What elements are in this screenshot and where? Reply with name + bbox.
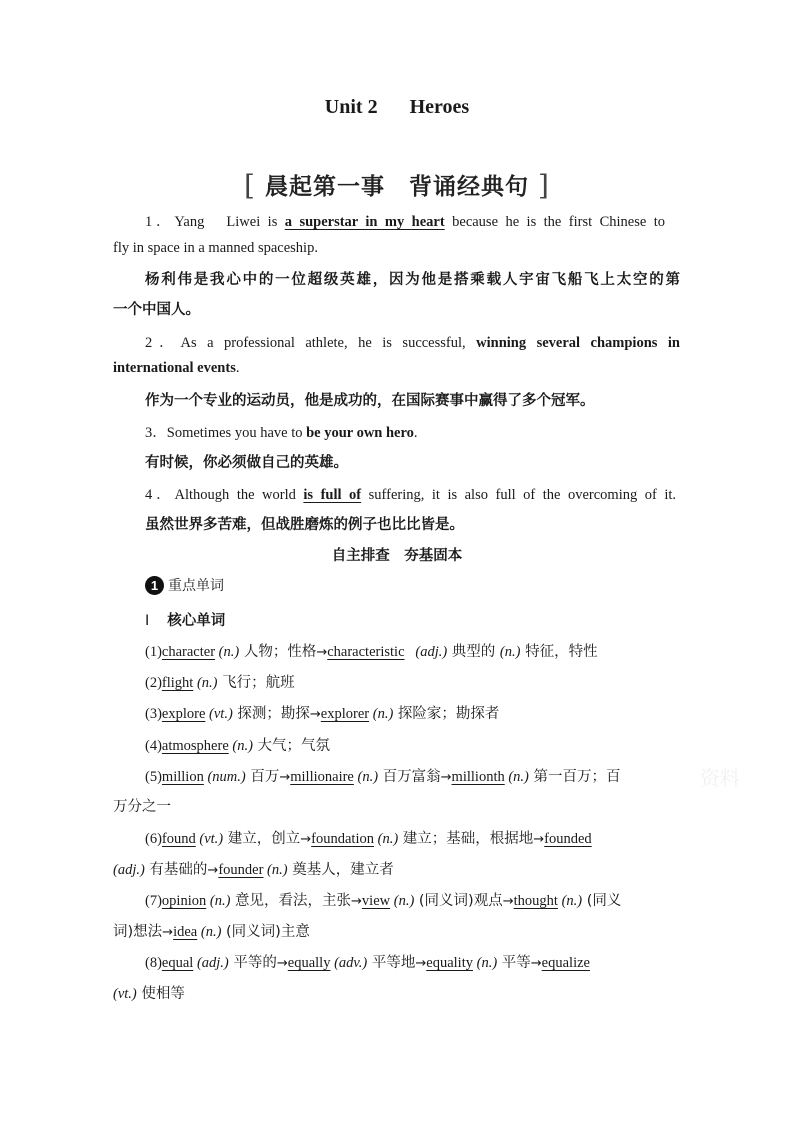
answer-word: million — [161, 769, 204, 785]
answer-word: equal — [161, 955, 194, 971]
text-span: 建立；基础，根据地 — [398, 831, 534, 847]
text-span: (5) — [145, 769, 162, 785]
text-span: 探测；勘探 — [232, 706, 310, 722]
answer-word: explorer — [320, 706, 370, 722]
text-span: 词)想法 — [113, 924, 163, 940]
text-span: (n.) — [377, 831, 399, 847]
sentence-1-number: 1． — [145, 214, 175, 230]
page-title — [0, 96, 794, 119]
roman-numeral: Ⅰ — [145, 613, 150, 629]
unit-label: Unit 2 — [324, 96, 378, 118]
text-span: 人物；性格 — [239, 644, 317, 660]
text-span: (6) — [145, 831, 162, 847]
core-words-header — [145, 609, 225, 630]
sentence-3-number: 3． — [145, 425, 167, 441]
arrow-icon: → — [351, 894, 362, 909]
vocab-item-5 — [145, 765, 621, 786]
watermark: 资料 — [700, 766, 740, 790]
vocab-item-6 — [145, 827, 592, 848]
sentence-4-key-phrase: is full of — [303, 487, 362, 503]
text-span: (adj.) — [113, 862, 145, 878]
text-span: (n.) — [196, 675, 218, 691]
text-span: (n.) — [267, 862, 288, 878]
text-span: (n.) — [393, 893, 415, 909]
number-badge-icon: 1 — [145, 576, 164, 595]
text-span: (3) — [145, 706, 162, 722]
text-span: (n.) — [218, 644, 240, 660]
text-span: (n.) — [232, 738, 253, 754]
answer-word: idea — [173, 924, 198, 940]
vocab-item-4 — [145, 734, 330, 755]
morning-recitation-banner — [0, 168, 794, 201]
sentence-1-en — [145, 210, 665, 231]
sentence-4-zh: 虽然世界多苦难，但战胜磨炼的例子也比比皆是。 — [145, 517, 464, 533]
text-span: (n.) — [200, 924, 222, 940]
text-span: (1) — [145, 644, 162, 660]
unit-topic: Heroes — [409, 96, 470, 118]
section-heading: 自主排查 夯基固本 — [331, 548, 463, 564]
arrow-icon: → — [533, 832, 545, 847]
vocab-item-5-continued: 万分之一 — [113, 799, 171, 815]
banner-bracket-left: [ — [244, 169, 256, 202]
answer-word: equally — [287, 955, 331, 971]
text-span: (adj.) — [415, 644, 448, 660]
arrow-icon: → — [162, 925, 174, 940]
text-span: (8) — [145, 955, 162, 971]
arrow-icon: → — [279, 770, 291, 785]
text-span: (num.) — [207, 769, 246, 785]
sentence-1-key-phrase: a superstar in my heart — [284, 214, 445, 230]
arrow-icon: → — [316, 645, 328, 660]
text-span: (n.) — [209, 893, 231, 909]
text-span: 大气；气氛 — [252, 738, 331, 754]
arrow-icon: → — [309, 707, 321, 722]
vocab-item-6-continued — [113, 858, 394, 879]
arrow-icon: → — [207, 863, 219, 878]
vocab-item-7-continued — [113, 920, 310, 941]
text-span: 平等的 — [228, 955, 277, 971]
answer-word: flight — [161, 675, 194, 691]
sentence-2-en — [145, 331, 680, 352]
text-span: 第一百万；百 — [528, 769, 621, 785]
vocab-item-3 — [145, 702, 499, 723]
text-span: (n.) — [372, 706, 394, 722]
text-span: 特征，特性 — [520, 644, 598, 660]
text-span: (vt.) — [209, 706, 233, 722]
sentence-2-number: 2． — [145, 335, 181, 351]
arrow-icon: → — [415, 956, 427, 971]
sentence-4-number: 4． — [145, 487, 175, 503]
sentence-4-en — [145, 483, 676, 504]
text-span: 平等地 — [367, 955, 416, 971]
arrow-icon: → — [300, 832, 312, 847]
banner-bracket-right: ] — [538, 169, 550, 202]
sentence-1-zh: 杨利伟是我心中的一位超级英雄，因为他是搭乘载人宇宙飞船飞上太空的第 — [145, 272, 680, 288]
answer-word: founder — [218, 862, 264, 878]
text-span: international events — [113, 360, 236, 376]
sentence-3-en — [145, 421, 418, 442]
text-span: (n.) — [499, 644, 521, 660]
vocab-item-7 — [145, 889, 621, 910]
text-span: 飞行；航班 — [217, 675, 295, 691]
text-span: 探险家；勘探者 — [393, 706, 500, 722]
text-span: (同义词)主意 — [221, 924, 310, 940]
text-span: . — [413, 425, 418, 441]
text-span: 典型的 — [447, 644, 500, 660]
key-words-label: 重点单词 — [168, 578, 224, 594]
vocab-item-8-continued — [113, 982, 185, 1003]
text-span: 百万 — [245, 769, 280, 785]
text-span: (同义词)观点 — [414, 893, 503, 909]
sentence-2-zh: 作为一个专业的运动员，他是成功的，在国际赛事中赢得了多个冠军。 — [145, 393, 595, 409]
text-span: suffering, it is also full of the overcoming of it. — [361, 487, 677, 503]
key-words-header — [145, 575, 224, 595]
answer-word: thought — [513, 893, 558, 909]
text-span: 建立，创立 — [223, 831, 301, 847]
text-span: (4) — [145, 738, 162, 754]
sentence-2-en-line2 — [113, 360, 239, 377]
arrow-icon: → — [530, 956, 542, 971]
answer-word: character — [161, 644, 216, 660]
text-span: 平等 — [497, 955, 531, 971]
text-span: 意见，看法，主张 — [230, 893, 352, 909]
answer-word: equality — [426, 955, 473, 971]
answer-word: founded — [544, 831, 592, 847]
text-span: (同义 — [582, 893, 622, 909]
answer-word: atmosphere — [161, 738, 229, 754]
sentence-1-zh-line2: 一个中国人。 — [113, 302, 200, 318]
arrow-icon: → — [502, 894, 514, 909]
arrow-icon: → — [440, 770, 452, 785]
text-span: (n.) — [357, 769, 379, 785]
text-span: (n.) — [476, 955, 498, 971]
sentence-3-zh: 有时候，你必须做自己的英雄。 — [145, 455, 348, 471]
answer-word: foundation — [311, 831, 374, 847]
text-span: (vt.) — [199, 831, 224, 847]
vocab-item-1 — [145, 640, 598, 661]
text-span: As a professional athlete, he is successful, — [180, 335, 477, 351]
text-span: 使相等 — [136, 986, 185, 1002]
text-span: (adj.) — [196, 955, 229, 971]
sentence-3-key-phrase: be your own hero — [306, 425, 414, 441]
sentence-1-en-line2: fly in space in a manned spaceship. — [113, 240, 318, 256]
text-span: Yang Liwei is — [174, 214, 285, 230]
answer-word: equalize — [541, 955, 590, 971]
text-span: because he is the first Chinese to — [444, 214, 665, 230]
text-span: 奠基人，建立者 — [287, 862, 394, 878]
text-span: (n.) — [561, 893, 583, 909]
text-span: 百万富翁 — [378, 769, 441, 785]
answer-word: millionaire — [290, 769, 354, 785]
answer-word: characteristic — [327, 644, 405, 660]
arrow-icon: → — [276, 956, 288, 971]
vocab-item-8 — [145, 951, 590, 972]
text-span: (vt.) — [113, 986, 137, 1002]
banner-text: 晨起第一事 背诵经典句 — [265, 174, 529, 200]
answer-word: view — [361, 893, 391, 909]
answer-word: millionth — [451, 769, 505, 785]
answer-word: explore — [161, 706, 206, 722]
text-span: Sometimes you have to — [166, 425, 307, 441]
answer-word: found — [161, 831, 196, 847]
text-span: Although the world — [174, 487, 304, 503]
text-span: (2) — [145, 675, 162, 691]
text-span: 有基础的 — [144, 862, 208, 878]
answer-word: opinion — [161, 893, 207, 909]
text-span: (7) — [145, 893, 162, 909]
text-span: (adv.) — [334, 955, 368, 971]
core-words-label: 核心单词 — [167, 613, 226, 629]
text-span: (n.) — [508, 769, 529, 785]
sentence-2-key-phrase: winning several champions in — [476, 335, 680, 351]
vocab-item-2 — [145, 671, 295, 692]
text-span: . — [235, 360, 240, 376]
